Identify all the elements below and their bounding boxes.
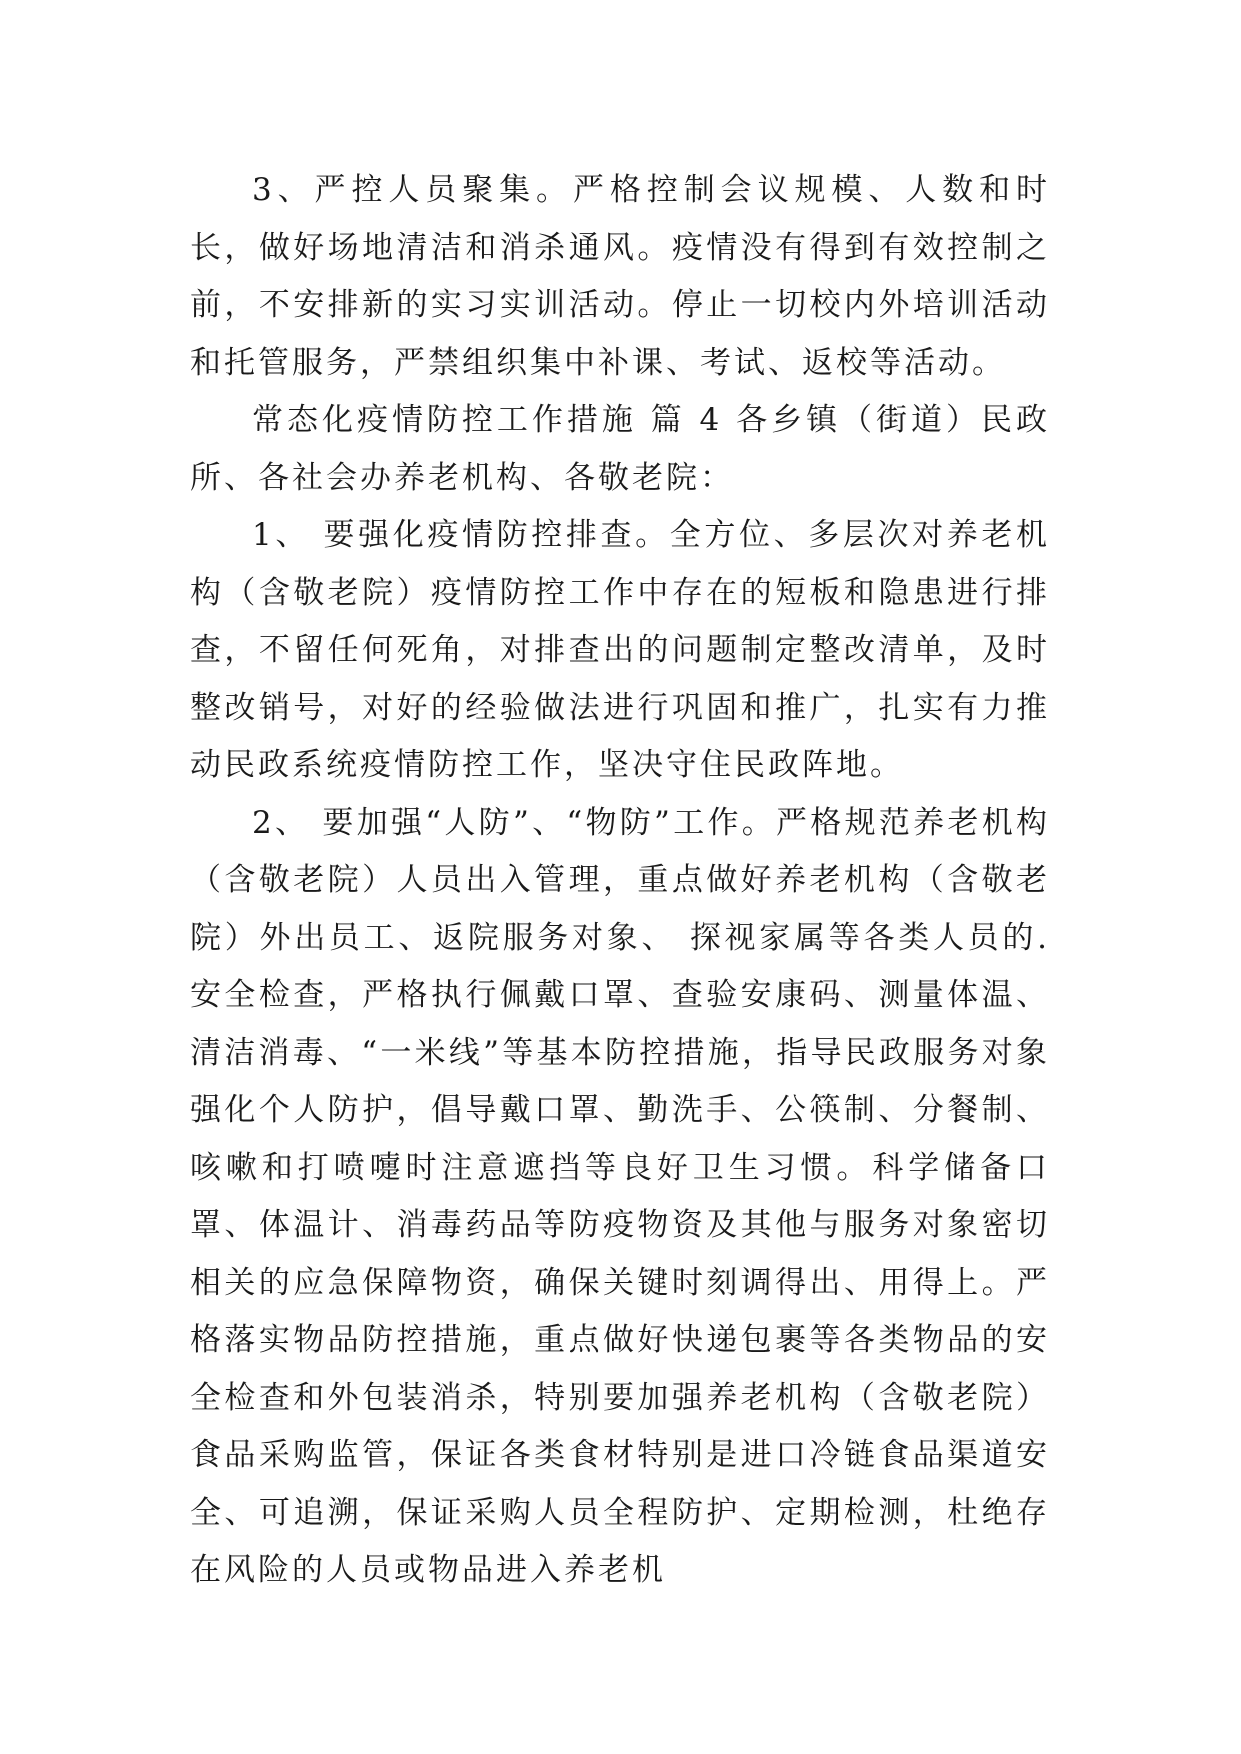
- paragraph-3-gathering-control: 3、严控人员聚集。严格控制会议规模、人数和时长，做好场地清洁和消杀通风。疫情没有得到有效控制之前，不安排新的实习实训活动。停止一切校内外培训活动和托管服务，严禁组织集中补课、考试、返校等活动。: [190, 172, 1050, 381]
- paragraph-section-4-heading: 常态化疫情防控工作措施 篇 4 各乡镇（街道）民政所、各社会办养老机构、各敬老院：: [190, 402, 1050, 496]
- paragraph-1-screening: 1、 要强化疫情防控排查。全方位、多层次对养老机构（含敬老院）疫情防控工作中存在的短板和隐患进行排查，不留任何死角，对排查出的问题制定整改清单，及时整改销号，对好的经验做法进行巩固和推广，扎实有力推动民政系统疫情防控工作，坚决守住民政阵地。: [190, 517, 1050, 783]
- paragraph-2-prevention: 2、 要加强“人防”、“物防”工作。严格规范养老机构（含敬老院）人员出入管理，重点做好养老机构（含敬老院）外出员工、返院服务对象、 探视家属等各类人员的.安全检查，严格执行佩戴口罩、查验安康码、测量体温、清洁消毒、“一米线”等基本防控措施，指导民政服务对象强化个人防护，倡导戴口罩、勤洗手、公筷制、分餐制、咳嗽和打喷嚏时注意遮挡等良好卫生习惯。科学储备口罩、体温计、消毒药品等防疫物资及其他与服务对象密切相关的应急保障物资，确保关键时刻调得出、用得上。严格落实物品防控措施，重点做好快递包裹等各类物品的安全检查和外包装消杀，特别要加强养老机构（含敬老院）食品采购监管，保证各类食材特别是进口冷链食品渠道安全、可追溯，保证采购人员全程防护、定期检测，杜绝存在风险的人员或物品进入养老机: [190, 804, 1050, 1588]
- document-body: [190, 162, 1050, 1600]
